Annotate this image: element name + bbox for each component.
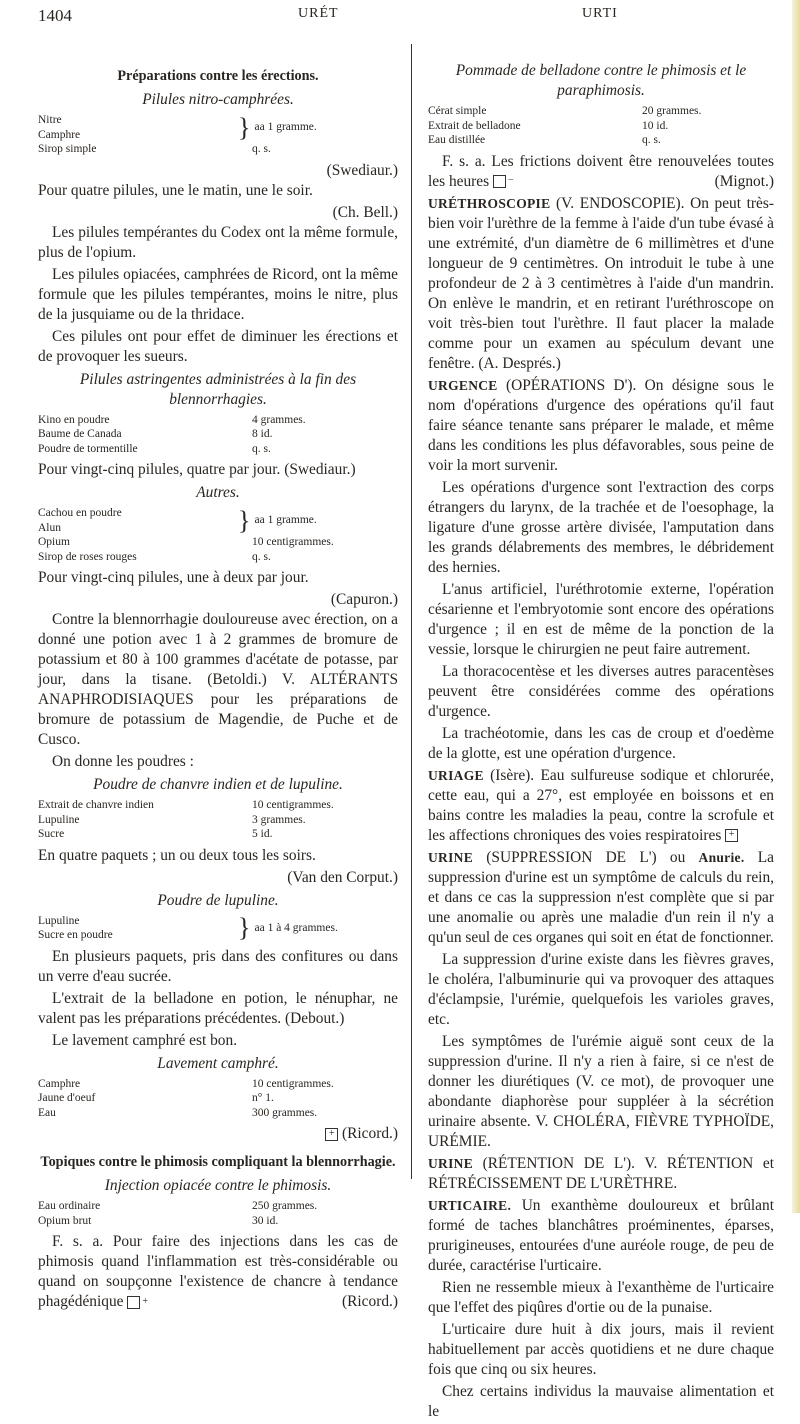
ingredient-quantity: 10 centigrammes. [252, 536, 334, 548]
ingredient-quantity: q. s. [252, 143, 271, 155]
ingredient-name: Baume de Canada [38, 428, 122, 440]
ingredient-name: Alun [38, 521, 61, 534]
ingredient-name: Kino en poudre [38, 413, 110, 426]
entry-text: (SUPPRESSION DE L') ou [486, 848, 686, 866]
paragraph [38, 1232, 398, 1312]
paragraph: En plusieurs paquets, pris dans des confitures ou dans un verre d'eau sucrée. [38, 947, 398, 985]
entry [428, 376, 774, 476]
entry-text: (V. ENDOSCOPIE). On peut très-bien voir l'urèthre de la femme à l'aide d'un tube évasé à une extrémité, d'un diamètre de 6 millimètres et d'une longueur de 9 centimètres. On introduit le tube à une profondeur de 2 à 3 centimètres à l'aide d'un mandrin. On enlève le mandrin, et en retirant l'uréthroscope on voit très-bien tout l'urèthre. Il faut placer la malade comme pour un examen au spéculum devant une fenêtre. (A. Després.) [428, 194, 774, 372]
boxed-plus-icon: + [325, 1128, 338, 1141]
attribution: (Ricord.) [342, 1125, 398, 1142]
entry-text: (RÉTENTION DE L'). V. RÉTENTION et RÉTRÉCISSEMENT DE L'URÈTHRE. [428, 1154, 774, 1192]
left-column [38, 58, 398, 1314]
paragraph: Contre la blennorrhagie douloureuse avec érection, on a donné une potion avec 1 à 2 grammes de bromure de potassium et 80 à 100 grammes d'acétate de potasse, par jour, dans la tisane. (Betoldi.) V. ALTÉRANTS ANAPHRODISIAQUES pour les préparations de bromure de potassium de Magendie, de Puche et de Cusco. [38, 611, 398, 748]
ingredient-name: Extrait de belladone [428, 119, 521, 132]
paragraph: En quatre paquets ; un ou deux tous les soirs. [38, 846, 316, 864]
ingredient-name: Extrait de chanvre indien [38, 799, 154, 811]
header-right-word: URTI [582, 6, 618, 21]
ingredient-name: Sirop simple [38, 143, 97, 155]
ingredient-quantity: q. s. [642, 134, 661, 146]
recipe-ingredients [38, 113, 398, 157]
ingredient-name: Camphre [38, 1077, 81, 1090]
ingredient-name: Lupuline [38, 813, 80, 826]
recipe-title: Pilules nitro-camphrées. [142, 91, 294, 108]
brace-glyph: } [238, 913, 251, 942]
paragraph: L'urticaire dure huit à dix jours, mais il revient habituellement par accès quotidiens et ne dure chaque fois que cinq ou six heures. [428, 1320, 774, 1378]
ingredient-quantity: 10 centigrammes. [252, 1077, 334, 1090]
paragraph: La thoracocentèse et les diverses autres paracentèses peuvent être considérées comme des opérations d'urgence. [428, 662, 774, 720]
attribution: (Mignot.) [714, 172, 774, 190]
attribution: (Capuron.) [330, 591, 398, 608]
attribution: (Van den Corput.) [287, 868, 398, 886]
ingredient-name: Camphre [38, 128, 81, 141]
ingredient-quantity: 250 grammes. [252, 1200, 318, 1212]
ingredient-quantity: 10 centigrammes. [252, 799, 334, 811]
paragraph: Pour quatre pilules, une le matin, une le soir. [38, 181, 313, 199]
entry [428, 1196, 774, 1276]
ingredient-quantity: 5 id. [252, 828, 273, 840]
ingredient-quantity: n° 1. [252, 1092, 274, 1104]
paragraph: Les pilules tempérantes du Codex ont la même formule, plus de l'opium. [38, 223, 398, 261]
entry-keyword: URINE [428, 849, 474, 865]
entry-text: (OPÉRATIONS D'). On désigne sous le nom d'opérations d'urgence des opérations qu'il faut faire séance tenante sans préparer le malade, et même dans les conditions les plus défavorables, sous peine de voir la mort survenir. [428, 376, 774, 474]
recipe-ingredients [38, 914, 398, 943]
brace-glyph: } [238, 112, 251, 142]
recipe-title: Lavement camphré. [157, 1054, 279, 1072]
entry-text: (Isère). Eau sulfureuse sodique et chlorurée, cette eau, qui a 27°, est employée en boissons et en bains contre les maladies la peau, contre la scrofule et les affections chroniques des voies respiratoires [428, 766, 774, 844]
ingredient-quantity: aa 1 gramme. [254, 121, 317, 134]
boxed-minus-icon: − [493, 175, 506, 188]
column-divider [411, 44, 412, 1179]
entry [428, 194, 774, 374]
entry-text: Un exanthème douloureux et brûlant formé de taches blanchâtres proéminentes, éparses, prurigineuses, entourées d'une auréole rouge, de peu de durée, caractérise l'urticaire. [428, 1196, 774, 1274]
recipe-title: Injection opiacée contre le phimosis. [104, 1177, 332, 1194]
paragraph-text: F. s. a. Les frictions doivent être renouvelées toutes les heures [428, 152, 774, 190]
ingredient-name: Sucre [38, 828, 65, 840]
ingredient-name: Sucre en poudre [38, 929, 113, 941]
ingredient-name: Opium brut [38, 1214, 92, 1227]
recipe-title: Pilules astringentes administrées à la fin des blennorrhagies. [79, 370, 357, 408]
recipe-title: Autres. [196, 484, 240, 501]
paragraph: L'anus artificiel, l'uréthrotomie externe, l'opération césarienne et l'embryotomie sont encore des opérations d'urgence ; il en est de même de la ponction de la vessie, lorsque le chirurgien ne peut faire autrement. [428, 580, 774, 658]
paragraph: Rien ne ressemble mieux à l'exanthème de l'urticaire que l'effet des piqûres d'ortie ou de la punaise. [428, 1278, 774, 1316]
entry-text: La suppression d'urine est un symptôme de calculs du rein, et dans ce cas la suppression n'est complète que si par une anomalie ou après une maladie d'un rein il n'y a qu'un seul de ces organes qui soit en état de fonctionner. [428, 848, 774, 946]
ingredient-quantity: 3 grammes. [252, 813, 306, 826]
entry-keyword: URTICAIRE. [428, 1197, 512, 1213]
recipe-ingredients [38, 798, 398, 842]
ingredient-name: Eau [38, 1106, 56, 1119]
paragraph: Le lavement camphré est bon. [52, 1031, 238, 1049]
paragraph: Pour vingt-cinq pilules, une à deux par jour. [38, 569, 309, 586]
ingredient-quantity: q. s. [252, 442, 271, 455]
entry-keyword: URINE [428, 1155, 474, 1171]
entry-keyword: URÉTHROSCOPIE [428, 195, 551, 211]
ingredient-group [38, 506, 398, 535]
ingredient-quantity: 4 grammes. [252, 413, 306, 426]
header-left-word: URÉT [298, 6, 339, 21]
page-number: 1404 [38, 6, 72, 25]
ingredient-name: Cérat simple [428, 105, 487, 117]
recipe-title: Poudre de chanvre indien et de lupuline. [93, 776, 343, 793]
entry [428, 848, 774, 948]
ingredient-name: Poudre de tormentille [38, 442, 138, 455]
running-header [38, 6, 770, 36]
section-title: Topiques contre le phimosis compliquant la blennorrhagie. [40, 1154, 396, 1170]
ingredient-quantity: 300 grammes. [252, 1106, 318, 1119]
entry [428, 766, 774, 846]
page-edge [792, 0, 800, 1213]
paragraph [428, 152, 774, 192]
paragraph: Ces pilules ont pour effet de diminuer les érections et de provoquer les sueurs. [38, 327, 398, 365]
ingredient-name: Nitre [38, 114, 62, 126]
paragraph: Les opérations d'urgence sont l'extraction des corps étrangers du larynx, de la trachée et de l'oesophage, la ligature d'une grosse artère divisée, l'amputation dans les grands délabrements des membres, le débridement des hernies. [428, 478, 774, 576]
recipe-title: Pommade de belladone contre le phimosis et le paraphimosis. [455, 62, 747, 99]
ingredient-name: Cachou en poudre [38, 507, 122, 519]
ingredient-name: Jaune d'oeuf [38, 1092, 96, 1104]
entry-keyword: Anurie. [698, 849, 745, 865]
ingredient-group [38, 914, 398, 943]
ingredient-quantity: aa 1 à 4 grammes. [254, 921, 338, 934]
paragraph: Chez certains individus la mauvaise alimentation et le [428, 1382, 774, 1420]
recipe-ingredients [38, 506, 398, 564]
brace-glyph: } [238, 505, 251, 535]
attribution: (Ricord.) [342, 1293, 398, 1310]
paragraph: L'extrait de la belladone en potion, le nénuphar, ne valent pas les préparations précédentes. (Debout.) [38, 989, 398, 1027]
entry [428, 1154, 774, 1194]
ingredient-quantity: 20 grammes. [642, 105, 702, 117]
paragraph: La suppression d'urine existe dans les fièvres graves, le choléra, l'albuminurie qui va provoquer des attaques d'éclampsie, l'urémie, quelquefois les varioles graves, etc. [428, 950, 774, 1028]
entry-keyword: URIAGE [428, 767, 484, 783]
recipe-ingredients [38, 413, 398, 457]
right-column [428, 58, 774, 1424]
recipe-ingredients [428, 104, 774, 148]
ingredient-name: Lupuline [38, 914, 80, 927]
ingredient-quantity: q. s. [252, 550, 271, 563]
ingredient-name: Sirop de roses rouges [38, 550, 137, 563]
paragraph-text: F. s. a. Pour faire des injections dans les cas de phimosis quand l'inflammation est très-considérable ou quand on soupçonne l'existence de chancre à tendance phagédénique [38, 1233, 398, 1310]
ingredient-group [38, 113, 398, 142]
recipe-ingredients [38, 1199, 398, 1228]
attribution-line [38, 1124, 398, 1144]
attribution: (Swediaur.) [326, 161, 398, 179]
ingredient-quantity: 30 id. [252, 1214, 279, 1227]
paragraph: On donne les poudres : [52, 753, 194, 770]
recipe-ingredients [38, 1077, 398, 1121]
section-title: Préparations contre les érections. [117, 68, 319, 84]
entry-keyword: URGENCE [428, 377, 498, 393]
attribution: (Ch. Bell.) [332, 203, 398, 221]
paragraph: Les pilules opiacées, camphrées de Ricord, ont la même formule que les pilules tempérantes, moins le nitre, plus de la jusquiame ou de la thridace. [38, 265, 398, 323]
ingredient-quantity: aa 1 gramme. [254, 514, 317, 527]
ingredient-quantity: 8 id. [252, 428, 273, 440]
paragraph: La trachéotomie, dans les cas de croup et d'oedème de la glotte, est une opération d'urgence. [428, 724, 774, 762]
paragraph: Pour vingt-cinq pilules, quatre par jour. (Swediaur.) [38, 461, 356, 478]
boxed-plus-icon: + [725, 829, 738, 842]
ingredient-name: Opium [38, 536, 70, 548]
ingredient-name: Eau distillée [428, 134, 486, 146]
ingredient-quantity: 10 id. [642, 119, 669, 132]
ingredient-name: Eau ordinaire [38, 1200, 101, 1212]
paragraph: Les symptômes de l'urémie aiguë sont ceux de la suppression d'urine. Il n'y a rien à faire, si ce n'est de donner les diurétiques (V. ce mot), de provoquer une abondante diaphorèse pour suppléer à la sécrétion urinaire absente. V. CHOLÉRA, FIÈVRE TYPHOÏDE, URÉMIE. [428, 1032, 774, 1150]
boxed-plus-icon: + [127, 1296, 140, 1309]
recipe-title: Poudre de lupuline. [157, 891, 279, 909]
